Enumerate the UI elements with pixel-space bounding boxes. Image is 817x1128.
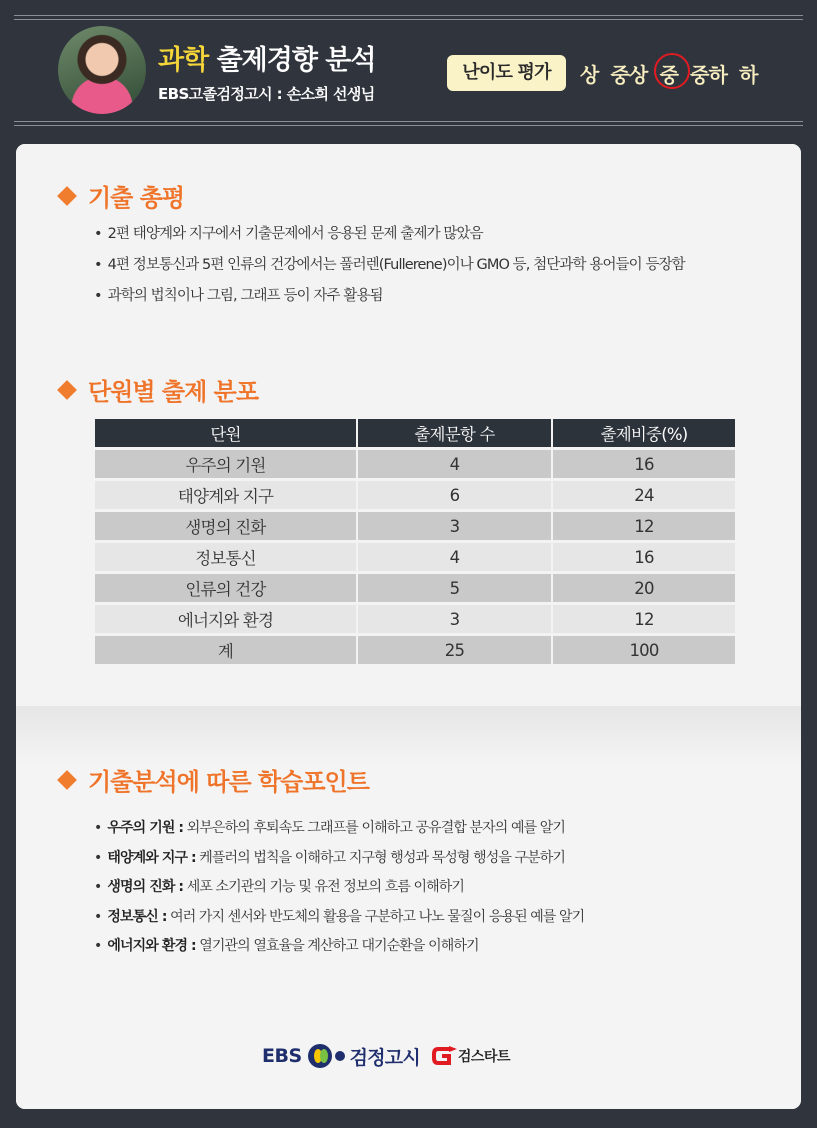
points-title: 기출분석에 따른 학습포인트	[88, 768, 369, 796]
point-text: 세포 소기관의 기능 및 유전 정보의 흐름 이해하기	[183, 879, 465, 895]
level-mid-high: 중상	[610, 62, 648, 87]
gstart-logo-icon	[432, 1045, 456, 1067]
list-item: • 과학의 법칙이나 그림, 그래프 등이 자주 활용됨	[94, 286, 685, 317]
content-card	[16, 144, 801, 1109]
point-label: 정보통신 :	[107, 908, 167, 925]
level-mid-selected: 중	[660, 59, 679, 88]
point-label: 우주의 기원 :	[107, 820, 184, 836]
column-header-count: 출제문항 수	[358, 419, 551, 447]
table-row	[95, 450, 735, 478]
points-list	[94, 818, 584, 966]
ebs-logo-text: EBS	[262, 1045, 302, 1067]
title-subject: 과학	[158, 45, 209, 76]
level-high: 상	[580, 62, 599, 87]
table-cell: 20	[553, 574, 735, 602]
point-text: 케플러의 법칙을 이해하고 지구형 행성과 목성형 행성을 구분하기	[195, 849, 565, 866]
title-block	[158, 38, 375, 104]
overview-list	[94, 224, 685, 317]
list-item	[94, 907, 584, 937]
table-cell: 4	[358, 450, 551, 478]
list-item: • 4편 정보통신과 5편 인류의 건강에서는 풀러렌(Fullerene)이나 GMO 등, 첨단과학 용어들이 등장함	[94, 255, 685, 286]
point-text: 여러 가지 센서와 반도체의 활용을 구분하고 나노 물질이 응용된 예를 알기	[166, 908, 585, 925]
table-cell: 6	[358, 481, 551, 509]
difficulty-levels	[580, 55, 770, 91]
header-bottom-line	[14, 121, 803, 122]
geomjeong-logo-text: 검정고시	[349, 1046, 420, 1069]
table-row	[95, 512, 735, 540]
overview-title: 기출 총평	[88, 184, 185, 212]
distribution-title: 단원별 출제 분포	[88, 378, 258, 406]
table-cell: 5	[358, 574, 551, 602]
level-low: 하	[739, 62, 758, 87]
table-cell: 3	[358, 512, 551, 540]
ebs-logo-icon	[308, 1044, 348, 1068]
table-cell: 4	[358, 543, 551, 571]
table-cell: 16	[553, 450, 735, 478]
table-cell: 우주의 기원	[95, 450, 356, 478]
list-item	[94, 818, 584, 848]
gstart-logo-text: 검스타트	[457, 1049, 510, 1065]
difficulty-badge: 난이도 평가	[447, 55, 566, 91]
table-cell: 계	[95, 636, 356, 664]
table-cell: 생명의 진화	[95, 512, 356, 540]
list-item	[94, 848, 584, 878]
point-text: 외부은하의 후퇴속도 그래프를 이해하고 공유결합 분자의 예를 알기	[183, 820, 566, 836]
table-cell: 인류의 건강	[95, 574, 356, 602]
column-header-ratio: 출제비중(%)	[553, 419, 735, 447]
teacher-avatar	[58, 26, 146, 114]
point-text: 열기관의 열효율을 계산하고 대기순환을 이해하기	[195, 938, 479, 954]
table-cell: 100	[553, 636, 735, 664]
diamond-icon	[57, 186, 77, 206]
distribution-heading	[60, 372, 258, 407]
header-bottom-line-2	[14, 125, 803, 126]
level-mid-low: 중하	[690, 62, 728, 87]
distribution-table	[93, 416, 737, 667]
page-subtitle: EBS고졸검정고시 : 손소희 선생님	[158, 85, 375, 103]
table-row	[95, 605, 735, 633]
diamond-icon	[57, 380, 77, 400]
diamond-icon	[57, 770, 77, 790]
table-cell: 24	[553, 481, 735, 509]
table-total-row	[95, 636, 735, 664]
page-title	[158, 38, 375, 77]
title-rest: 출제경향 분석	[208, 45, 376, 76]
table-cell: 12	[553, 605, 735, 633]
list-item	[94, 877, 584, 907]
point-label: 생명의 진화 :	[107, 879, 184, 895]
header	[0, 0, 817, 135]
table-cell: 25	[358, 636, 551, 664]
table-row	[95, 574, 735, 602]
list-item: • 2편 태양계와 지구에서 기출문제에서 응용된 문제 출제가 많았음	[94, 224, 685, 255]
point-label: 에너지와 환경 :	[107, 938, 196, 954]
column-header-unit: 단원	[95, 419, 356, 447]
table-cell: 에너지와 환경	[95, 605, 356, 633]
table-cell: 12	[553, 512, 735, 540]
table-row	[95, 481, 735, 509]
table-cell: 정보통신	[95, 543, 356, 571]
points-heading	[60, 762, 369, 797]
overview-heading	[60, 178, 184, 213]
point-label: 태양계와 지구 :	[107, 849, 196, 866]
footer-logos	[262, 1042, 510, 1070]
table-cell: 3	[358, 605, 551, 633]
table-header-row	[95, 419, 735, 447]
table-cell: 태양계와 지구	[95, 481, 356, 509]
list-item	[94, 936, 584, 966]
table-row	[95, 543, 735, 571]
table-cell: 16	[553, 543, 735, 571]
